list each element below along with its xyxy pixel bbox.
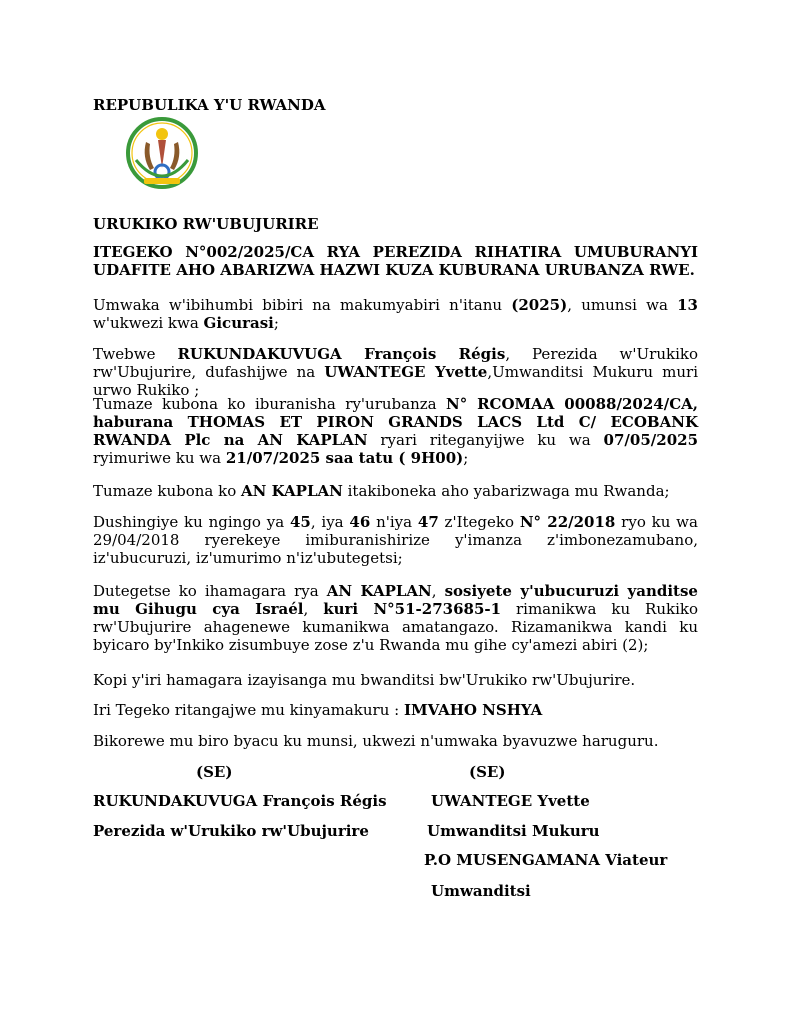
paragraph-text: ryari riteganyijwe ku wa [367,431,604,449]
newspaper-name: IMVAHO NSHYA [403,701,543,719]
paragraph-text: Dutegetse ko ihamagara rya [93,582,327,600]
paragraph-text: , Perezida w'Urukiko rw'Ubujurire, dufashijwe na [93,345,698,381]
article-number: 46 [349,513,371,531]
signature-mark-left: (SE) [196,763,233,781]
party-name: AN KAPLAN [326,582,432,600]
registration-number: kuri N°51-273685-1 [323,600,502,618]
closing-paragraph: Bikorewe mu biro byacu ku munsi, ukwezi n'umwaka byavuzwe haruguru. [93,732,659,750]
po-signature-title: Umwanditsi [431,882,531,900]
paragraph-text: ryimuriwe ku wa [93,449,226,467]
judge-name: RUKUNDAKUVUGA François Régis [177,345,506,363]
paragraph-text: , [303,600,324,618]
paragraph-text: ,Umwanditsi Mukuru muri urwo Rukiko ; [93,363,698,399]
po-signature-name: P.O MUSENGAMANA Viateur [424,851,668,869]
paragraph-text: z'Itegeko [438,513,520,531]
case-reference: N° RCOMAA 00088/2024/CA, haburana THOMAS ET PIRON GRANDS LACS Ltd C/ ECOBANK RWANDA Plc na AN KAPLAN [93,395,698,449]
copy-paragraph: Kopi y'iri hamagara izayisanga mu bwanditsi bw'Urukiko rw'Ubujurire. [93,671,636,689]
paragraph-text: , iya [310,513,350,531]
year-value: (2025) [511,296,568,314]
case-paragraph [93,395,698,467]
order-title-line2-text: UDAFITE AHO ABARIZWA HAZWI KUZA KUBURANA URUBANZA RWE [93,261,690,279]
publication-paragraph [93,701,698,719]
signature-mark-right: (SE) [469,763,506,781]
date-text: , umunsi wa [567,296,678,314]
date-text: ; [273,314,279,332]
paragraph-text: Tumaze kubona ko [93,482,242,500]
date-text: Umwaka w'ibihumbi bibiri na makumyabiri n'itanu [93,296,512,314]
judge-signature-title: Perezida w'Urukiko rw'Ubujurire [93,822,369,840]
article-number: 47 [417,513,439,531]
court-heading: URUKIKO RW'UBUJURIRE [93,215,319,233]
coat-of-arms-icon [124,112,200,198]
country-heading: REPUBULIKA Y'U RWANDA [93,96,326,114]
registrar-signature-title: Umwanditsi Mukuru [427,822,600,840]
order-title-line1: ITEGEKO N°002/2025/CA RYA PEREZIDA RIHATIRA UMUBURANYI [93,243,698,261]
paragraph-text: Dushingiye ku ngingo ya [93,513,290,531]
paragraph-text: itakiboneka aho yabarizwaga mu Rwanda; [342,482,670,500]
paragraph-text: ; [463,449,469,467]
law-reference: N° 22/2018 [519,513,616,531]
legal-basis-paragraph [93,513,698,567]
registrar-signature-name: UWANTEGE Yvette [431,792,590,810]
article-number: 45 [289,513,311,531]
paragraph-text: rimanikwa ku Rukiko rw'Ubujurire ahagenewe kumanikwa amatangazo. Rizamanikwa kandi ku byicaro by'Inkiko zisumbuye zose z'u Rwanda mu gihe cy'amezi abiri (2); [93,600,698,654]
original-hearing-date: 07/05/2025 [603,431,698,449]
party-name: AN KAPLAN [241,482,343,500]
day-value: 13 [677,296,698,314]
judge-signature-name: RUKUNDAKUVUGA François Régis [93,792,387,810]
paragraph-text: , [431,582,445,600]
paragraph-text: Tumaze kubona ko iburanisha ry'urubanza [93,395,447,413]
month-value: Gicurasi [203,314,274,332]
summons-paragraph [93,582,698,654]
absence-paragraph [93,482,698,500]
company-description: sosiyete y'ubucuruzi yanditse mu Gihugu cya Israél [93,582,698,618]
paragraph-text: ryo ku wa 29/04/2018 ryerekeye imiburanishirize y'imanza z'imbonezamubano, iz'ubucuruzi, iz'umurimo n'iz'ubutegetsi; [93,513,698,567]
date-text: w'ukwezi kwa [93,314,204,332]
paragraph-text: Iri Tegeko ritangajwe mu kinyamakuru : [93,701,404,719]
new-hearing-date: 21/07/2025 saa tatu ( 9H00) [225,449,464,467]
paragraph-text: n'iya [370,513,418,531]
paragraph-text: Twebwe [93,345,178,363]
judge-paragraph [93,345,698,399]
registrar-name: UWANTEGE Yvette [324,363,488,381]
order-title [93,243,698,279]
date-paragraph [93,296,698,332]
order-title-line2: UDAFITE AHO ABARIZWA HAZWI KUZA KUBURANA URUBANZA RWE. [93,261,695,279]
